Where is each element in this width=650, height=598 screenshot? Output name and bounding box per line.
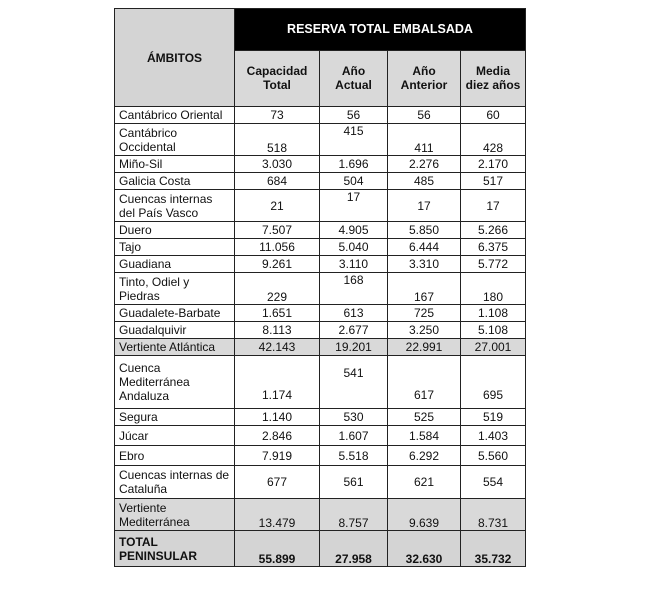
cell-ano-actual: 2.677 xyxy=(320,322,388,339)
table-row xyxy=(115,222,526,239)
cell-ano-actual: 1.696 xyxy=(320,156,388,173)
cell-ano-anterior: 5.850 xyxy=(388,222,461,239)
cell-ano-anterior: 2.276 xyxy=(388,156,461,173)
cell-media: 1.108 xyxy=(461,305,526,322)
row-name: Guadiana xyxy=(115,256,235,273)
row-name: Cuencas internas del País Vasco xyxy=(115,190,235,222)
col-header-capacidad: Capacidad Total xyxy=(235,50,320,106)
table-row xyxy=(115,305,526,322)
row-name: Cantábrico Occidental xyxy=(115,124,235,156)
cell-ano-actual: 613 xyxy=(320,305,388,322)
subtotal-row xyxy=(115,339,526,356)
cell-capacidad: 13.479 xyxy=(235,499,320,531)
row-name: Ebro xyxy=(115,446,235,466)
cell-capacidad: 1.140 xyxy=(235,409,320,426)
cell-capacidad: 229 xyxy=(235,273,320,305)
row-name: Miño-Sil xyxy=(115,156,235,173)
cell-ano-actual: 3.110 xyxy=(320,256,388,273)
table-row xyxy=(115,273,526,305)
cell-ano-actual: 17 xyxy=(320,190,388,222)
subtotal-row xyxy=(115,499,526,531)
row-name: Tajo xyxy=(115,239,235,256)
row-name: Tinto, Odiel y Piedras xyxy=(115,273,235,305)
table-row xyxy=(115,124,526,156)
cell-media: 695 xyxy=(461,356,526,409)
cell-media: 517 xyxy=(461,173,526,190)
cell-ano-anterior: 617 xyxy=(388,356,461,409)
cell-ano-anterior: 32.630 xyxy=(388,531,461,567)
table-row xyxy=(115,156,526,173)
cell-ano-actual: 56 xyxy=(320,107,388,124)
cell-capacidad: 21 xyxy=(235,190,320,222)
cell-ano-anterior: 525 xyxy=(388,409,461,426)
row-name: Vertiente Mediterránea xyxy=(115,499,235,531)
cell-ano-anterior: 6.444 xyxy=(388,239,461,256)
cell-ano-anterior: 3.250 xyxy=(388,322,461,339)
table-row xyxy=(115,190,526,222)
cell-ano-anterior: 9.639 xyxy=(388,499,461,531)
cell-capacidad: 684 xyxy=(235,173,320,190)
table-row xyxy=(115,409,526,426)
cell-capacidad: 1.651 xyxy=(235,305,320,322)
cell-ano-actual: 541 xyxy=(320,356,388,409)
cell-media: 2.170 xyxy=(461,156,526,173)
cell-media: 5.772 xyxy=(461,256,526,273)
cell-ano-anterior: 485 xyxy=(388,173,461,190)
row-name: TOTAL PENINSULAR xyxy=(115,531,235,567)
cell-ano-actual: 4.905 xyxy=(320,222,388,239)
cell-media: 60 xyxy=(461,107,526,124)
table-row xyxy=(115,173,526,190)
row-name: Cantábrico Oriental xyxy=(115,107,235,124)
reserva-total-header: RESERVA TOTAL EMBALSADA xyxy=(235,9,526,51)
cell-capacidad: 55.899 xyxy=(235,531,320,567)
cell-media: 519 xyxy=(461,409,526,426)
col-header-ano-anterior: Año Anterior xyxy=(388,50,461,106)
cell-ano-actual: 415 xyxy=(320,124,388,156)
cell-capacidad: 73 xyxy=(235,107,320,124)
table-row xyxy=(115,239,526,256)
table-row xyxy=(115,107,526,124)
row-name: Júcar xyxy=(115,426,235,446)
table-row xyxy=(115,466,526,499)
cell-ano-anterior: 411 xyxy=(388,124,461,156)
table-row xyxy=(115,322,526,339)
cell-capacidad: 11.056 xyxy=(235,239,320,256)
cell-capacidad: 7.507 xyxy=(235,222,320,239)
cell-media: 180 xyxy=(461,273,526,305)
row-name: Cuenca Mediterránea Andaluza xyxy=(115,356,235,409)
cell-ano-anterior: 17 xyxy=(388,190,461,222)
cell-capacidad: 3.030 xyxy=(235,156,320,173)
table-row xyxy=(115,446,526,466)
cell-media: 428 xyxy=(461,124,526,156)
cell-ano-actual: 5.518 xyxy=(320,446,388,466)
cell-capacidad: 8.113 xyxy=(235,322,320,339)
row-name: Duero xyxy=(115,222,235,239)
row-name: Vertiente Atlántica xyxy=(115,339,235,356)
cell-ano-anterior: 56 xyxy=(388,107,461,124)
cell-ano-actual: 504 xyxy=(320,173,388,190)
table-row xyxy=(115,256,526,273)
row-name: Cuencas internas de Cataluña xyxy=(115,466,235,499)
cell-capacidad: 7.919 xyxy=(235,446,320,466)
cell-ano-actual: 1.607 xyxy=(320,426,388,446)
row-name: Segura xyxy=(115,409,235,426)
cell-ano-actual: 27.958 xyxy=(320,531,388,567)
cell-capacidad: 1.174 xyxy=(235,356,320,409)
reserva-table xyxy=(114,8,526,567)
cell-ano-anterior: 725 xyxy=(388,305,461,322)
cell-ano-anterior: 621 xyxy=(388,466,461,499)
cell-capacidad: 42.143 xyxy=(235,339,320,356)
cell-media: 5.266 xyxy=(461,222,526,239)
col-header-media: Media diez años xyxy=(461,50,526,106)
cell-media: 6.375 xyxy=(461,239,526,256)
cell-ano-actual: 19.201 xyxy=(320,339,388,356)
col-header-ano-actual: Año Actual xyxy=(320,50,388,106)
cell-media: 8.731 xyxy=(461,499,526,531)
cell-capacidad: 518 xyxy=(235,124,320,156)
row-name: Guadalete-Barbate xyxy=(115,305,235,322)
cell-ano-anterior: 1.584 xyxy=(388,426,461,446)
cell-media: 5.108 xyxy=(461,322,526,339)
row-name: Guadalquivir xyxy=(115,322,235,339)
cell-media: 27.001 xyxy=(461,339,526,356)
cell-ano-anterior: 6.292 xyxy=(388,446,461,466)
cell-ano-actual: 530 xyxy=(320,409,388,426)
ambitos-header: ÁMBITOS xyxy=(115,9,235,107)
table-row xyxy=(115,356,526,409)
cell-media: 35.732 xyxy=(461,531,526,567)
cell-ano-anterior: 3.310 xyxy=(388,256,461,273)
cell-media: 554 xyxy=(461,466,526,499)
cell-ano-actual: 8.757 xyxy=(320,499,388,531)
cell-media: 1.403 xyxy=(461,426,526,446)
cell-capacidad: 677 xyxy=(235,466,320,499)
cell-capacidad: 9.261 xyxy=(235,256,320,273)
cell-media: 5.560 xyxy=(461,446,526,466)
total-row xyxy=(115,531,526,567)
table-row xyxy=(115,426,526,446)
cell-capacidad: 2.846 xyxy=(235,426,320,446)
row-name: Galicia Costa xyxy=(115,173,235,190)
cell-ano-actual: 5.040 xyxy=(320,239,388,256)
cell-media: 17 xyxy=(461,190,526,222)
cell-ano-anterior: 22.991 xyxy=(388,339,461,356)
cell-ano-actual: 168 xyxy=(320,273,388,305)
cell-ano-actual: 561 xyxy=(320,466,388,499)
cell-ano-anterior: 167 xyxy=(388,273,461,305)
